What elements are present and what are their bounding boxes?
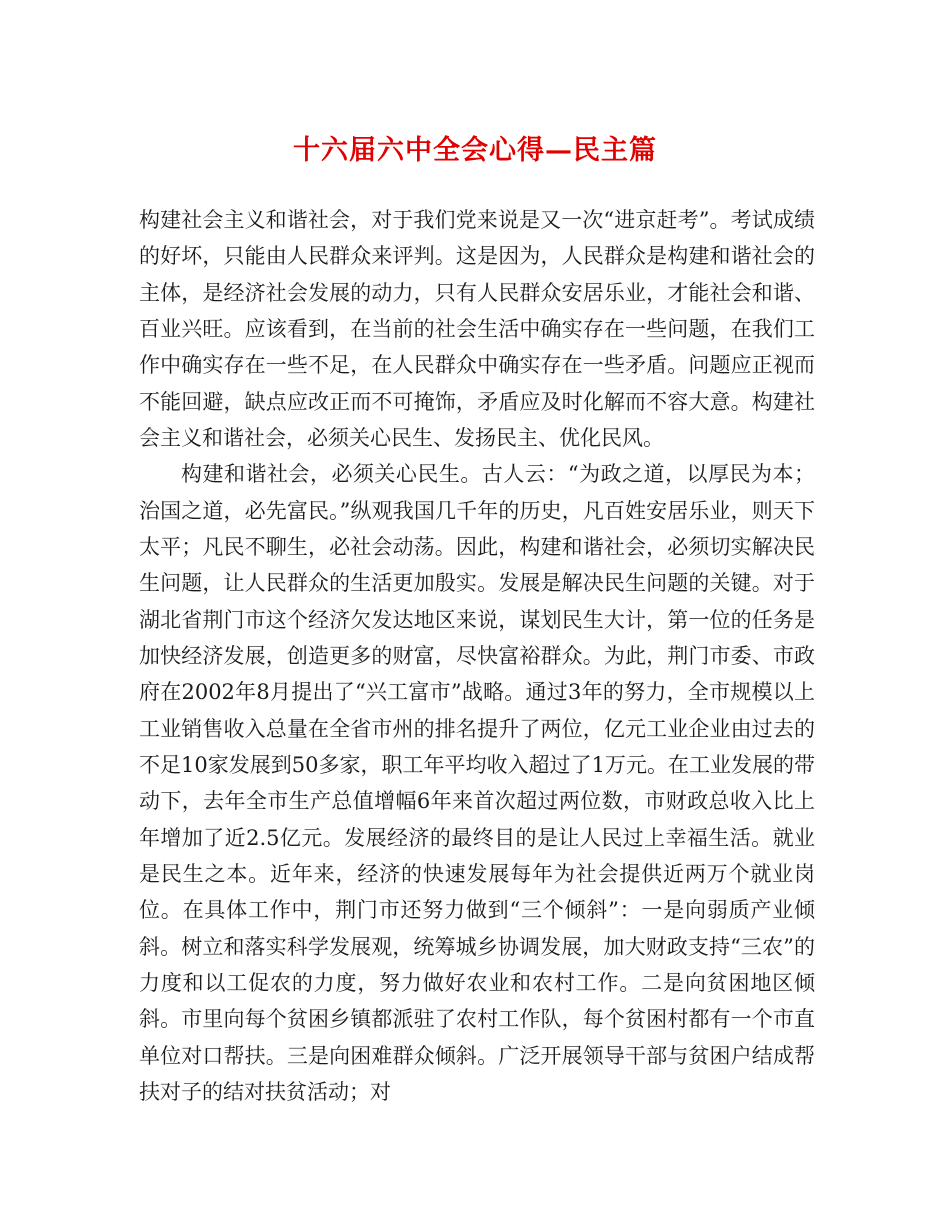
document-title: 十六届六中全会心得—民主篇 — [293, 135, 657, 166]
document-body — [139, 202, 815, 1110]
paragraph-intro: 构建社会主义和谐社会，对于我们党来说是又一次“进京赶考”。考试成绩的好坏，只能由人民群众来评判。这是因为，人民群众是构建和谐社会的主体，是经济社会发展的动力，只有人民群众安居乐业，才能社会和谐、百业兴旺。应该看到，在当前的社会生活中确实存在一些问题，在我们工作中确实存在一些不足，在人民群众中确实存在一些矛盾。问题应正视而不能回避，缺点应改正而不可掩饰，矛盾应及时化解而不容大意。构建社会主义和谐社会，必须关心民生、发扬民主、优化民风。 — [139, 208, 815, 450]
paragraph-livelihood: 构建和谐社会，必须关心民生。古人云：“为政之道，以厚民为本；治国之道，必先富民。”纵观我国几千年的历史，凡百姓安居乐业，则天下太平；凡民不聊生，必社会动荡。因此，构建和谐社会，必须切实解决民生问题，让人民群众的生活更加殷实。发展是解决民生问题的关键。对于湖北省荆门市这个经济欠发达地区来说，谋划民生大计，第一位的任务是加快经济发展，创造更多的财富，尽快富裕群众。为此，荆门市委、市政府在2002年8月提出了“兴工富市”战略。通过3年的努力，全市规模以上工业销售收入总量在全省市州的排名提升了两位，亿元工业企业由过去的不足10家发展到50多家，职工年平均收入超过了1万元。在工业发展的带动下，去年全市生产总值增幅6年来首次超过两位数，市财政总收入比上年增加了近2.5亿元。发展经济的最终目的是让人民过上幸福生活。就业是民生之本。近年来，经济的快速发展每年为社会提供近两万个就业岗位。在具体工作中，荆门市还努力做到“三个倾斜”：一是向弱质产业倾斜。树立和落实科学发展观，统筹城乡协调发展，加大财政支持“三农”的力度和以工促农的力度，努力做好农业和农村工作。二是向贫困地区倾斜。市里向每个贫困乡镇都派驻了农村工作队，每个贫困村都有一个市直单位对口帮扶。三是向困难群众倾斜。广泛开展领导干部与贫困户结成帮扶对子的结对扶贫活动；对 — [139, 462, 815, 1104]
